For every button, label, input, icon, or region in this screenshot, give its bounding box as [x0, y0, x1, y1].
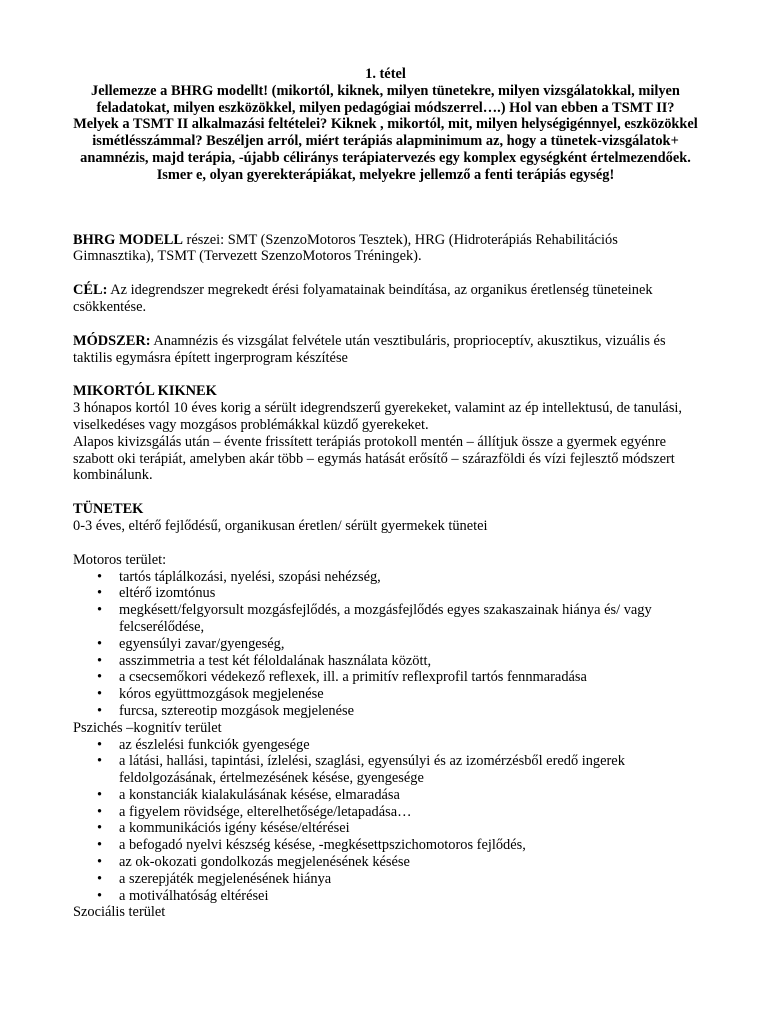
list-item: • megkésett/felgyorsult mozgásfejlődés, a mozgásfejlődés egyes szakaszainak hiánya és/ vagy felcserélődése,: [73, 602, 698, 636]
spacer: [73, 265, 698, 282]
spacer: [73, 366, 698, 383]
document-content: [73, 66, 698, 921]
szocialis-label: Szociális terület: [73, 904, 166, 921]
bhrg-model-label: BHRG MODELL: [73, 231, 183, 248]
list-item: • az ok-okozati gondolkozás megjelenésének késése: [73, 854, 698, 871]
list-item: • a csecsemőkori védekező reflexek, ill. a primitív reflexprofil tartós fennmaradása: [73, 669, 698, 686]
method-paragraph: [73, 333, 698, 367]
list-item: • a konstanciák kialakulásának késése, elmaradása: [73, 787, 698, 804]
pszichés-list: [73, 737, 698, 905]
mikortol-paragraph-1: 3 hónapos kortól 10 éves korig a sérült idegrendszerű gyerekeket, valamint az ép intellektusú, de tanulási, viselkedéses vagy mozgásos problémákkal küzdő gyerekeket.: [73, 400, 683, 433]
goal-text: Az idegrendszer megrekedt érési folyamatainak beindítása, az organikus éretlenség tüneteinek csökkentése.: [73, 282, 653, 315]
goal-label: CÉL:: [73, 282, 108, 299]
method-text: Anamnézis és vizsgálat felvétele után vesztibuláris, proprioceptív, akusztikus, vizuális és taktilis egymásra épített ingerprogram készítése: [73, 332, 666, 366]
goal-paragraph: [73, 282, 698, 316]
motoros-list: [73, 569, 698, 720]
list-item: • furcsa, sztereotip mozgások megjelenése: [73, 703, 698, 720]
list-item: • kóros együttmozgások megjelenése: [73, 686, 698, 703]
section-title-tunetek: TÜNETEK: [73, 501, 144, 518]
list-item: • a figyelem rövidsége, elterelhetősége/letapadása…: [73, 804, 698, 821]
section-title-mikortol: MIKORTÓL KIKNEK: [73, 383, 217, 400]
question-text: Jellemezze a BHRG modellt! (mikortól, kiknek, milyen tünetekre, milyen vizsgálatokkal, milyen feladatokat, milyen eszközökkel, milyen pedagógiai módszerrel….) Hol van ebben a TSMT II? Melyek a TSMT II alkalmazási feltételei? Kiknek , mikortól, mit, milyen helységigénnyel, eszközökkel ismétlésszámmal? Beszéljen arról, miért terápiás alapminimum az, hogy a tünetek-vizsgálatok+ anamnézis, majd terápia, -újabb céliránys terápiatervezés egy komplex egységként értelmezendőek. Ismer e, olyan gyerekterápiákat, melyekre jellemző a fenti terápiás egység!: [73, 82, 698, 183]
bhrg-model-text: részei: SMT (SzenzoMotoros Tesztek), HRG (Hidroterápiás Rehabilitációs Gimnasztika), TSMT (Tervezett SzenzoMotoros Tréningek).: [73, 231, 618, 265]
list-item: • egyensúlyi zavar/gyengeség,: [73, 636, 698, 653]
bhrg-model-paragraph: [73, 232, 698, 266]
list-item: • az észlelési funkciók gyengesége: [73, 737, 698, 754]
list-item: • tartós táplálkozási, nyelési, szopási nehézség,: [73, 569, 698, 586]
list-item: • a kommunikációs igény késése/eltérései: [73, 820, 698, 837]
tunetek-subtitle: 0-3 éves, eltérő fejlődésű, organikusan éretlen/ sérült gyermekek tünetei: [73, 517, 488, 534]
list-item: • a befogadó nyelvi készség késése, -megkésettpszichomotoros fejlődés,: [73, 837, 698, 854]
method-label: MÓDSZER:: [73, 332, 151, 349]
mikortol-paragraph-2: Alapos kivizsgálás után – évente frissített terápiás protokoll mentén – állítjuk össze a gyermek egyénre szabott oki terápiát, amelyben akár több – egymás hatását erősítő – szárazföldi és vízi fejlesztő módszert kombinálunk.: [73, 433, 675, 484]
list-item: • a szerepjáték megjelenésének hiánya: [73, 871, 698, 888]
pszichés-label: Pszichés –kognitív terület: [73, 719, 222, 736]
motoros-label: Motoros terület:: [73, 551, 167, 568]
list-item: • eltérő izomtónus: [73, 585, 698, 602]
spacer: [73, 316, 698, 333]
list-item: • a látási, hallási, tapintási, ízlelési, szaglási, egyensúlyi és az izomérzésből eredő ingerek feldolgozásának, értelmezésének késése, gyengesége: [73, 753, 698, 787]
spacer: [73, 484, 698, 501]
exam-question-heading: [73, 66, 698, 184]
list-item: • asszimmetria a test két féloldalának használata között,: [73, 653, 698, 670]
list-item: • a motiválhatóság eltérései: [73, 888, 698, 905]
spacer: [73, 535, 698, 552]
question-number: 1. tétel: [365, 66, 406, 82]
